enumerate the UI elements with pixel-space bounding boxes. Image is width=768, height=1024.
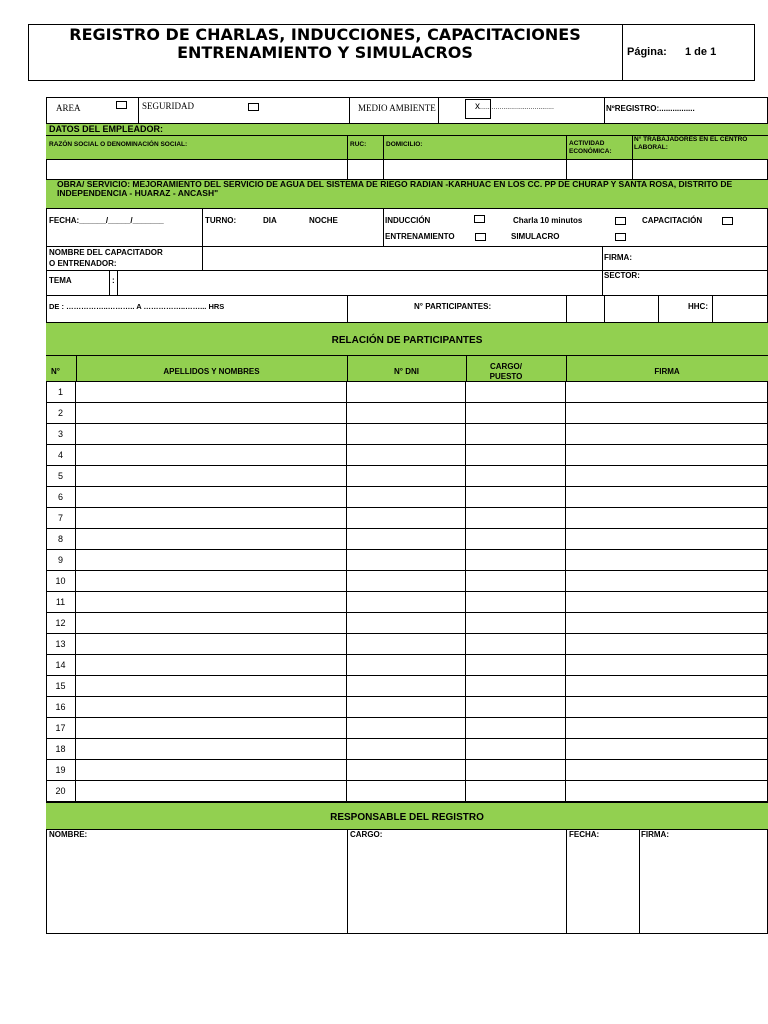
dni-cell[interactable] [347, 613, 466, 634]
cargo-cell[interactable] [466, 571, 566, 592]
noche-option[interactable]: NOCHE [309, 216, 338, 225]
dni-cell[interactable] [347, 781, 466, 802]
charla-checkbox[interactable] [615, 217, 626, 225]
area-divider-3 [438, 97, 439, 124]
dni-cell[interactable] [347, 718, 466, 739]
row-number: 11 [46, 592, 76, 613]
area-divider-2 [349, 97, 350, 124]
firma-cell[interactable] [566, 382, 768, 403]
induccion-label: INDUCCIÓN [385, 216, 431, 225]
seguridad-label: SEGURIDAD [142, 101, 195, 111]
session-row [46, 209, 768, 247]
name-cell[interactable] [76, 655, 347, 676]
obra-text: OBRA/ SERVICIO: MEJORAMIENTO DEL SERVICIO DE AGUA DEL SISTEMA DE RIEGO RADIAN -KARHUAC EN LOS CC. PP DE CHURAP Y SANTA ROSA, DISTRITO DE INDEPENDENCIA - HUARAZ - ANCASH" [57, 179, 733, 198]
name-cell[interactable] [76, 781, 347, 802]
cargo-cell[interactable] [466, 487, 566, 508]
ruc-label: RUC: [350, 141, 367, 148]
name-cell[interactable] [76, 697, 347, 718]
cargo-cell[interactable] [466, 739, 566, 760]
firma-cell[interactable] [566, 550, 768, 571]
name-cell[interactable] [76, 571, 347, 592]
horario-div-3 [604, 296, 605, 323]
firma-cell[interactable] [566, 445, 768, 466]
cargo-cell[interactable] [466, 613, 566, 634]
capacitacion-checkbox[interactable] [722, 217, 733, 225]
firma-cell[interactable] [566, 613, 768, 634]
form-title-line1: REGISTRO DE CHARLAS, INDUCCIONES, CAPACITACIONES [69, 25, 581, 44]
firma-cell[interactable] [566, 781, 768, 802]
col-name-header: APELLIDOS Y NOMBRES [163, 367, 260, 376]
actividad-label: ACTIVIDAD ECONÓMICA: [569, 140, 612, 155]
horario-field[interactable]: DE : ……………..……….. A ……………..……... HRS [49, 302, 225, 311]
cargo-cell[interactable] [466, 550, 566, 571]
cargo-cell[interactable] [466, 508, 566, 529]
col-n-header: N° [51, 367, 60, 376]
resp-div-3 [639, 830, 640, 934]
session-div-2 [383, 209, 384, 247]
name-cell[interactable] [76, 550, 347, 571]
area-divider-4 [604, 97, 605, 124]
cargo-cell[interactable] [466, 634, 566, 655]
resp-firma-label: FIRMA: [641, 830, 669, 839]
firma-cell[interactable] [566, 508, 768, 529]
row-number: 12 [46, 613, 76, 634]
name-cell[interactable] [76, 592, 347, 613]
horario-div-2 [566, 296, 567, 323]
capacitador-label-2: O ENTRENADOR: [49, 259, 117, 268]
seguridad-checkbox[interactable] [248, 103, 259, 111]
row-number: 19 [46, 760, 76, 781]
resp-cargo-label: CARGO: [350, 830, 383, 839]
name-cell[interactable] [76, 424, 347, 445]
firma-cell[interactable] [566, 676, 768, 697]
row-number: 10 [46, 571, 76, 592]
cargo-cell[interactable] [466, 592, 566, 613]
dni-cell[interactable] [347, 760, 466, 781]
medio-ambiente-label: MEDIO AMBIENTE [358, 103, 436, 113]
resp-fecha-label: FECHA: [569, 830, 600, 839]
header-divider [622, 24, 623, 81]
cargo-cell[interactable] [466, 697, 566, 718]
row-number: 13 [46, 634, 76, 655]
col-cargo-header-2: PUESTO [489, 372, 523, 381]
dni-cell[interactable] [347, 529, 466, 550]
firma-cell[interactable] [566, 739, 768, 760]
dni-cell[interactable] [347, 592, 466, 613]
cargo-cell[interactable] [466, 424, 566, 445]
row-number: 7 [46, 508, 76, 529]
form-title-line2: ENTRENAMIENTO Y SIMULACROS [177, 43, 473, 62]
hhc-label: HHC: [688, 302, 708, 311]
row-number: 6 [46, 487, 76, 508]
dni-cell[interactable] [347, 571, 466, 592]
trabajadores-label: N° TRABAJADORES EN EL CENTRO LABORAL: [634, 136, 748, 151]
name-cell[interactable] [76, 403, 347, 424]
sector-label: SECTOR: [604, 271, 640, 280]
col-dni-header: N° DNI [394, 367, 419, 376]
firma-cell[interactable] [566, 424, 768, 445]
dni-cell[interactable] [347, 403, 466, 424]
area-checkbox[interactable] [116, 101, 127, 109]
entrenamiento-label: ENTRENAMIENTO [385, 232, 455, 241]
horario-div-1 [347, 296, 348, 323]
employer-input-row[interactable] [46, 160, 768, 180]
cargo-cell[interactable] [466, 676, 566, 697]
dni-cell[interactable] [347, 508, 466, 529]
induccion-checkbox[interactable] [474, 215, 485, 223]
resp-nombre-label: NOMBRE: [49, 830, 88, 839]
name-cell[interactable] [76, 445, 347, 466]
entrenamiento-checkbox[interactable] [475, 233, 486, 241]
row-number: 8 [46, 529, 76, 550]
row-number: 14 [46, 655, 76, 676]
row-number: 15 [46, 676, 76, 697]
responsible-section-title: RESPONSABLE DEL REGISTRO [330, 812, 484, 823]
firma-cell[interactable] [566, 634, 768, 655]
firma-cell[interactable] [566, 466, 768, 487]
name-cell[interactable] [76, 739, 347, 760]
horario-div-4 [658, 296, 659, 323]
cargo-cell[interactable] [466, 529, 566, 550]
area-dots: ...................................... [480, 104, 554, 111]
cargo-cell[interactable] [466, 760, 566, 781]
row-number: 16 [46, 697, 76, 718]
dia-option[interactable]: DIA [263, 216, 277, 225]
resp-div-1 [347, 830, 348, 934]
area-divider-1 [138, 97, 139, 124]
dni-cell[interactable] [347, 424, 466, 445]
capacitador-label-1: NOMBRE DEL CAPACITADOR [49, 248, 163, 257]
turno-label: TURNO: [205, 216, 237, 225]
medio-ambiente-mark: x [475, 101, 480, 112]
dni-cell[interactable] [347, 739, 466, 760]
cargo-cell[interactable] [466, 403, 566, 424]
registro-label: NºREGISTRO:................ [606, 104, 695, 113]
name-cell[interactable] [76, 718, 347, 739]
razon-social-label: RAZÓN SOCIAL O DENOMINACIÓN SOCIAL: [49, 141, 188, 148]
col-cargo-header-1: CARGO/ [490, 362, 522, 371]
dni-cell[interactable] [347, 550, 466, 571]
employer-section-title: DATOS DEL EMPLEADOR: [49, 124, 164, 134]
dni-cell[interactable] [347, 466, 466, 487]
row-number: 9 [46, 550, 76, 571]
cargo-cell[interactable] [466, 466, 566, 487]
area-label: AREA [56, 103, 81, 113]
row-number: 17 [46, 718, 76, 739]
cargo-cell[interactable] [466, 781, 566, 802]
domicilio-label: DOMICILIO: [386, 141, 423, 148]
row-number: 2 [46, 403, 76, 424]
firma-cell[interactable] [566, 697, 768, 718]
firma-cell[interactable] [566, 487, 768, 508]
page-label: Página: [627, 46, 667, 58]
name-cell[interactable] [76, 529, 347, 550]
horario-div-5 [712, 296, 713, 323]
row-number: 3 [46, 424, 76, 445]
capacitacion-label: CAPACITACIÓN [642, 216, 703, 225]
resp-div-2 [566, 830, 567, 934]
page-value: 1 de 1 [685, 46, 717, 58]
row-number: 4 [46, 445, 76, 466]
dni-cell[interactable] [347, 676, 466, 697]
name-cell[interactable] [76, 634, 347, 655]
firma-cell[interactable] [566, 655, 768, 676]
name-cell[interactable] [76, 613, 347, 634]
row-number: 18 [46, 739, 76, 760]
simulacro-label: SIMULACRO [511, 232, 560, 241]
dni-cell[interactable] [347, 634, 466, 655]
row-number: 20 [46, 781, 76, 802]
col-firma-header: FIRMA [654, 367, 680, 376]
name-cell[interactable] [76, 508, 347, 529]
tema-label: TEMA [49, 276, 72, 285]
dni-cell[interactable] [347, 697, 466, 718]
cargo-cell[interactable] [466, 655, 566, 676]
tema-div-1 [109, 271, 110, 296]
dni-cell[interactable] [347, 445, 466, 466]
row-number: 5 [46, 466, 76, 487]
fecha-field[interactable]: FECHA:______/_____/_______ [49, 216, 164, 225]
capacitador-input[interactable] [203, 248, 602, 270]
cargo-cell[interactable] [466, 718, 566, 739]
charla-label: Charla 10 minutos [513, 216, 583, 225]
dni-cell[interactable] [347, 655, 466, 676]
cargo-cell[interactable] [466, 382, 566, 403]
firma-cell[interactable] [566, 592, 768, 613]
firma-cell[interactable] [566, 403, 768, 424]
name-cell[interactable] [76, 382, 347, 403]
firma-cell[interactable] [566, 718, 768, 739]
participantes-label: N° PARTICIPANTES: [414, 302, 492, 311]
name-cell[interactable] [76, 760, 347, 781]
name-cell[interactable] [76, 676, 347, 697]
participants-section-title: RELACIÓN DE PARTICIPANTES [331, 335, 483, 346]
firma-cell[interactable] [566, 529, 768, 550]
tema-input[interactable] [118, 272, 602, 295]
cargo-cell[interactable] [466, 445, 566, 466]
row-number: 1 [46, 382, 76, 403]
name-cell[interactable] [76, 466, 347, 487]
firma-label: FIRMA: [604, 253, 632, 262]
name-cell[interactable] [76, 487, 347, 508]
dni-cell[interactable] [347, 487, 466, 508]
firma-cell[interactable] [566, 760, 768, 781]
dni-cell[interactable] [347, 382, 466, 403]
firma-cell[interactable] [566, 571, 768, 592]
simulacro-checkbox[interactable] [615, 233, 626, 241]
tema-colon: : [112, 276, 115, 285]
